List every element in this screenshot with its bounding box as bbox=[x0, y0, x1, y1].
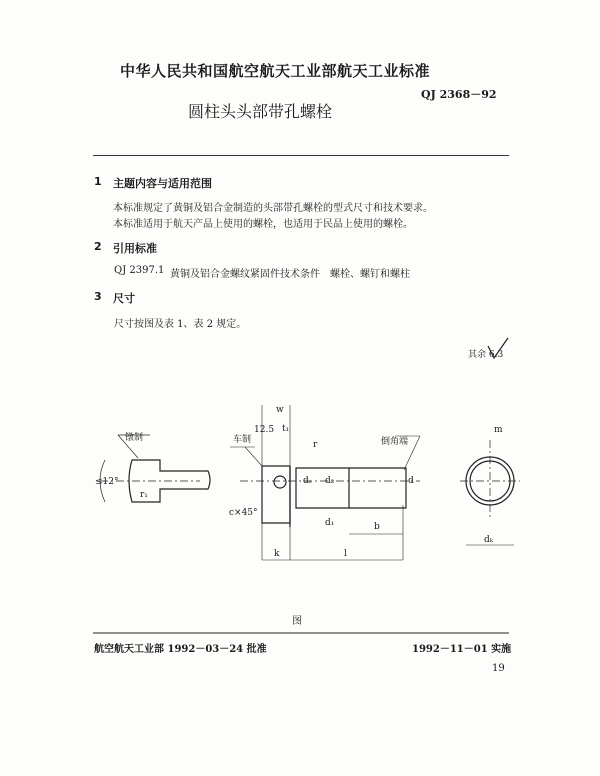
label-upset: 镦制 bbox=[125, 433, 144, 443]
label-r1: r₁ bbox=[140, 490, 148, 500]
section-1-heading: 主题内容与适用范围 bbox=[113, 177, 212, 190]
issuing-organization: 中华人民共和国航空航天工业部航天工业标准 bbox=[120, 62, 431, 80]
label-angle: ≤12° bbox=[95, 477, 119, 487]
section-1-paragraph: 本标准适用于航天产品上使用的螺栓，也适用于民品上使用的螺栓。 bbox=[113, 219, 413, 230]
roughness-note: 其余 6.3 bbox=[468, 350, 504, 360]
bolt-end-view bbox=[460, 440, 520, 545]
label-ds: dₛ bbox=[303, 476, 312, 486]
approval-date: 航空航天工业部 1992－03－24 批准 bbox=[94, 644, 267, 655]
label-d2: d₂ bbox=[325, 476, 335, 486]
label-r: r bbox=[313, 440, 318, 450]
figure-caption: 图 bbox=[292, 616, 302, 627]
standard-code: QJ 2368－92 bbox=[421, 88, 497, 101]
label-l: l bbox=[344, 549, 347, 559]
section-3-heading: 尺寸 bbox=[113, 292, 135, 305]
document-title: 圆柱头头部带孔螺栓 bbox=[188, 102, 333, 121]
label-k: k bbox=[274, 549, 280, 559]
label-d1: d₁ bbox=[325, 518, 335, 528]
implementation-date: 1992－11－01 实施 bbox=[412, 644, 512, 655]
label-d: d bbox=[408, 476, 414, 486]
label-t1: t₁ bbox=[282, 424, 290, 434]
roughness-symbol bbox=[488, 338, 508, 358]
upset-head-view bbox=[100, 435, 210, 502]
label-m: m bbox=[494, 425, 503, 435]
section-1-number: 1 bbox=[94, 175, 102, 188]
reference-title: 黄铜及铝合金螺纹紧固件技术条件 螺栓、螺钉和螺柱 bbox=[170, 269, 410, 280]
page-number: 19 bbox=[492, 663, 505, 674]
label-turned: 车制 bbox=[233, 435, 252, 445]
label-dk: dₖ bbox=[484, 535, 494, 545]
label-b: b bbox=[374, 522, 380, 532]
label-chamfer-end: 倒角端 bbox=[381, 437, 409, 447]
section-3-number: 3 bbox=[94, 290, 102, 303]
label-w: w bbox=[276, 405, 284, 415]
section-3-paragraph: 尺寸按图及表 1、表 2 规定。 bbox=[114, 319, 247, 330]
reference-code: QJ 2397.1 bbox=[114, 265, 165, 276]
section-1-paragraph: 本标准规定了黄铜及铝合金制造的头部带孔螺栓的型式尺寸和技术要求。 bbox=[113, 203, 433, 214]
label-roughness: 12.5 bbox=[254, 425, 275, 435]
section-2-number: 2 bbox=[94, 240, 102, 253]
section-2-heading: 引用标准 bbox=[113, 242, 157, 255]
label-c45: c×45° bbox=[229, 508, 258, 518]
